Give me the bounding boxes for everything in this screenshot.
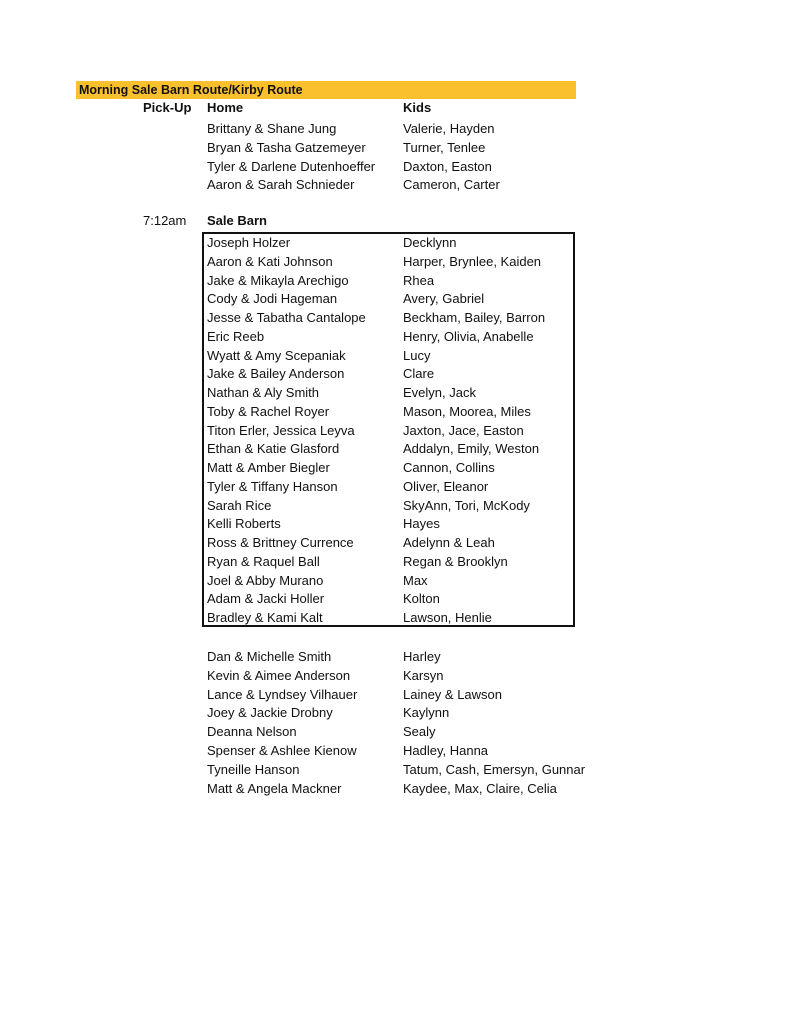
row-home: Joel & Abby Murano [207,572,324,588]
row-home: Kelli Roberts [207,516,281,532]
row-home: Aaron & Kati Johnson [207,253,333,269]
row-home: Aaron & Sarah Schnieder [207,177,355,193]
row-home: Eric Reeb [207,328,265,344]
row-home: Matt & Amber Biegler [207,460,330,475]
row-home: Titon Erler, Jessica Leyva [207,422,355,438]
row-kids: Sealy [403,724,436,740]
row-home: Ethan & Katie Glasford [207,441,340,457]
row-home: Kevin & Aimee Anderson [207,667,351,683]
row-home: Joseph Holzer [207,235,291,250]
row-home: Wyatt & Amy Scepaniak [207,347,346,363]
row-kids: Adelynn & Leah [403,535,495,550]
row-kids: Avery, Gabriel [403,291,485,307]
row-home: Cody & Jodi Hageman [207,291,338,307]
row-home: Nathan & Aly Smith [207,385,319,400]
row-home: Spenser & Ashlee Kienow [207,743,357,758]
row-kids: Rhea [403,272,435,288]
row-kids: Evelyn, Jack [403,385,476,400]
route-title: Morning Sale Barn Route/Kirby Route [76,81,576,99]
row-home: Jake & Bailey Anderson [207,366,345,382]
row-kids: Tatum, Cash, Emersyn, Gunnar [403,761,586,777]
header-pickup: Pick-Up [143,100,192,115]
row-kids: Hayes [403,516,440,532]
row-home: Bryan & Tasha Gatzemeyer [207,139,366,155]
row-kids: Kolton [403,591,440,607]
row-kids: Henry, Olivia, Anabelle [403,328,534,344]
row-kids: Cameron, Carter [403,177,500,193]
row-home: Tyler & Darlene Dutenhoeffer [207,158,376,174]
row-kids: Lawson, Henlie [403,610,492,625]
row-kids: Addalyn, Emily, Weston [403,441,540,457]
row-home: Tyler & Tiffany Hanson [207,478,338,494]
row-kids: Turner, Tenlee [403,139,486,155]
row-kids: Karsyn [403,667,444,683]
row-home: Ryan & Raquel Ball [207,553,320,569]
row-kids: Decklynn [403,235,457,250]
row-home: Toby & Rachel Royer [207,403,330,419]
row-kids: Lainey & Lawson [403,686,503,702]
row-home: Bradley & Kami Kalt [207,610,323,625]
row-home: Sarah Rice [207,497,272,513]
row-kids: Cannon, Collins [403,460,495,475]
row-kids: Jaxton, Jace, Easton [403,422,524,438]
row-home: Jake & Mikayla Arechigo [207,272,349,288]
row-home: Tyneille Hanson [207,761,300,777]
row-kids: Daxton, Easton [403,158,492,174]
row-kids: Max [403,572,428,588]
row-kids: Harley [403,649,441,664]
pickup-time: 7:12am [143,213,187,228]
row-home: Brittany & Shane Jung [207,121,337,136]
row-kids: Clare [403,366,435,382]
header-home: Home [207,100,244,115]
sale-barn-title: Sale Barn [207,213,267,228]
row-home: Ross & Brittney Currence [207,535,354,550]
row-kids: SkyAnn, Tori, McKody [403,497,530,513]
row-home: Joey & Jackie Drobny [207,705,333,721]
row-home: Deanna Nelson [207,724,297,740]
row-kids: Harper, Brynlee, Kaiden [403,253,542,269]
header-kids: Kids [403,100,432,115]
row-home: Matt & Angela Mackner [207,780,342,796]
row-home: Dan & Michelle Smith [207,649,332,664]
row-kids: Oliver, Eleanor [403,478,489,494]
row-kids: Hadley, Hanna [403,743,489,758]
row-kids: Mason, Moorea, Miles [403,403,531,419]
row-kids: Kaylynn [403,705,450,721]
row-kids: Beckham, Bailey, Barron [403,310,546,325]
row-home: Jesse & Tabatha Cantalope [207,310,366,325]
row-kids: Regan & Brooklyn [403,553,508,569]
row-kids: Valerie, Hayden [403,121,495,136]
row-home: Lance & Lyndsey Vilhauer [207,686,358,702]
row-kids: Lucy [403,347,431,363]
row-home: Adam & Jacki Holler [207,591,325,607]
row-kids: Kaydee, Max, Claire, Celia [403,780,557,796]
